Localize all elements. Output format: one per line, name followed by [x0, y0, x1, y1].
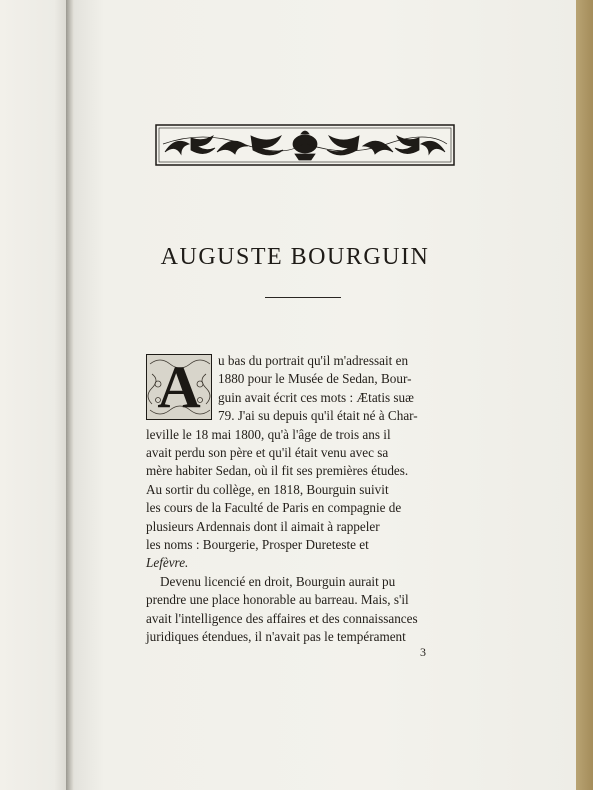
text-line: les cours de la Faculté de Paris en compagnie de	[146, 500, 402, 516]
text-line: mère habiter Sedan, où il fit ses premières études.	[146, 463, 409, 479]
text-line: Devenu licencié en droit, Bourguin aurait pu	[160, 573, 396, 589]
text-line: les noms : Bourgerie, Prosper Dureteste et	[146, 537, 369, 553]
text-line: avait l'intelligence des affaires et des connaissances	[146, 610, 418, 626]
left-page	[0, 0, 68, 790]
body-text	[146, 352, 458, 647]
text-line: Au sortir du collège, en 1818, Bourguin suivit	[146, 481, 389, 497]
ornament-headpiece	[155, 124, 455, 166]
page-title: AUGUSTE BOURGUIN	[160, 244, 430, 270]
text-line: u bas du portrait qu'il m'adressait en	[218, 353, 409, 368]
text-line: Lefèvre.	[146, 555, 189, 571]
text-line: leville le 18 mai 1800, qu'à l'âge de trois ans il	[146, 426, 391, 442]
text-line: guin avait écrit ces mots : Ætatis suæ	[218, 389, 414, 405]
text-line: 79. J'ai su depuis qu'il était né à Char-	[218, 408, 418, 424]
text-line: juridiques étendues, il n'avait pas le tempérament	[146, 629, 406, 645]
text-line: prendre une place honorable au barreau. Mais, s'il	[146, 592, 409, 608]
drop-cap-letter: A	[157, 354, 201, 420]
book-spine	[66, 0, 74, 790]
text-line: 1880 pour le Musée de Sedan, Bour-	[218, 371, 412, 387]
text-line: avait perdu son père et qu'il était venu avec sa	[146, 445, 389, 461]
title-rule	[265, 297, 341, 298]
page-edge	[576, 0, 593, 790]
page-number: 3	[420, 645, 426, 659]
text-line: plusieurs Ardennais dont il aimait à rappeler	[146, 518, 380, 534]
